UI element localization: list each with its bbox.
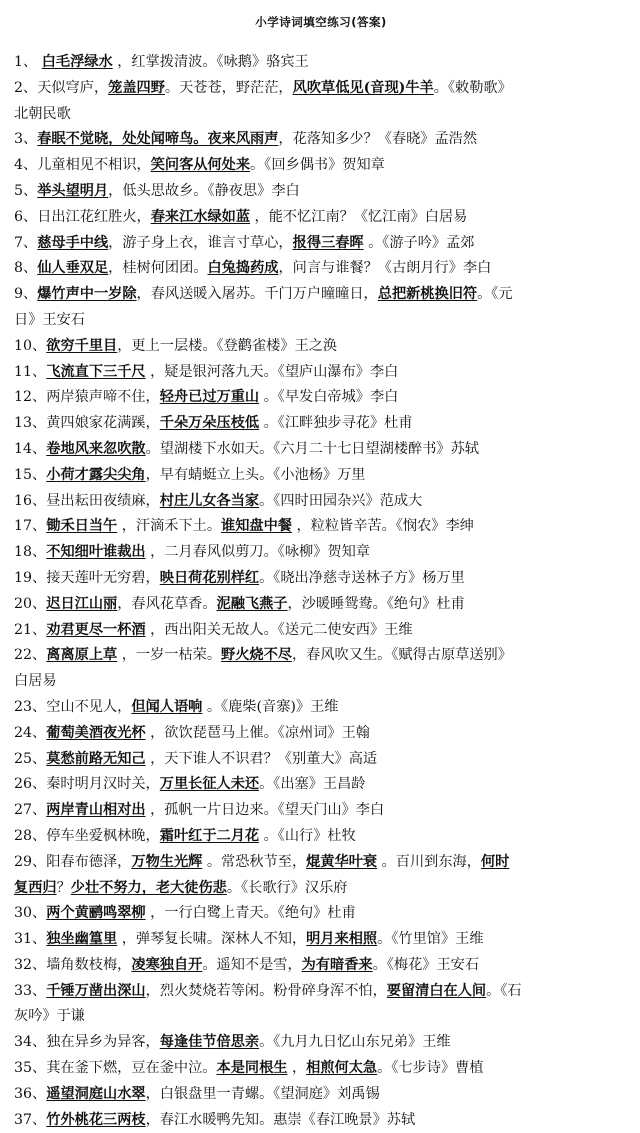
answer-text: 笑问客从何处来 xyxy=(150,157,251,174)
poem-line xyxy=(14,76,628,102)
line-text: ，问言与谁餐？《古朗月行》李白 xyxy=(278,260,492,277)
line-text: ，一行白鹭上青天。《绝句》杜甫 xyxy=(145,905,356,922)
poem-line xyxy=(14,953,628,979)
line-text: ，花落知多少？《春晓》孟浩然 xyxy=(278,131,478,148)
line-text: 27、 xyxy=(14,802,47,819)
poem-line xyxy=(14,1082,628,1108)
answer-text: 欲穷千里目 xyxy=(46,337,118,354)
line-text: ，更上一层楼。《登鹳雀楼》王之涣 xyxy=(117,337,338,354)
poem-line xyxy=(14,669,628,695)
line-text: 3、 xyxy=(14,131,38,148)
line-text: 8、 xyxy=(14,260,38,277)
line-text: 。《江畔独步寻花》杜甫 xyxy=(259,415,413,432)
answer-text: 明月来相照 xyxy=(306,931,378,948)
line-text: ，春风吹又生。《赋得古原草送别》 xyxy=(291,647,512,664)
answer-text: 离离原上草 xyxy=(46,647,118,664)
line-text: 。望湖楼下水如天。《六月二十七日望湖楼醉书》苏轼 xyxy=(145,440,479,457)
answer-text: 村庄儿女各当家 xyxy=(159,492,260,509)
poem-line xyxy=(14,153,628,179)
line-text: ，桂树何团团。 xyxy=(108,260,208,277)
answer-text: 白兔捣药成 xyxy=(207,260,279,277)
answer-text: 飞流直下三千尺 xyxy=(46,363,146,380)
line-text: 。常恐秋节至， xyxy=(202,853,307,870)
answer-text: 锄禾日当午 xyxy=(46,518,118,535)
line-text: 5、 xyxy=(14,182,38,199)
line-text: ，红掌拨清波。《咏鹅》骆宾王 xyxy=(112,54,309,70)
line-text: 日》王安石 xyxy=(14,311,85,328)
line-text: 13、黄四娘家花满蹊， xyxy=(14,415,160,432)
line-text: 16、昼出耘田夜绩麻， xyxy=(14,492,160,509)
line-text: ， xyxy=(287,1060,307,1077)
answer-text: 小荷才露尖尖角 xyxy=(46,466,146,483)
poem-lines xyxy=(14,50,628,1133)
poem-line xyxy=(14,566,628,592)
answer-text: 笼盖四野 xyxy=(108,79,165,96)
line-text: ，一岁一枯荣。 xyxy=(117,647,222,664)
line-text: 。《游子吟》孟郊 xyxy=(363,234,475,251)
line-text: 35、萁在釜下燃，豆在釜中泣。 xyxy=(14,1060,217,1077)
line-text: 12、两岸猿声啼不住， xyxy=(14,389,160,406)
line-text: 。《九月九日忆山东兄弟》王维 xyxy=(259,1034,451,1051)
answer-text: 凌寒独自开 xyxy=(131,956,203,973)
line-text: ，粒粒皆辛苦。《悯农》李绅 xyxy=(291,518,474,535)
line-text: ，二月春风似剪刀。《咏柳》贺知章 xyxy=(145,544,370,561)
line-text: ，春风花草香。 xyxy=(117,595,217,612)
answer-text: 春眠不觉晓，处处闻啼鸟。夜来风雨声 xyxy=(37,131,279,148)
poem-line xyxy=(14,824,628,850)
line-text: 34、独在异乡为异客， xyxy=(14,1034,160,1051)
poem-line xyxy=(14,927,628,953)
line-text: 29、阳春布德泽， xyxy=(14,853,132,870)
line-text: 。《早发白帝城》李白 xyxy=(259,389,399,406)
answer-text: 总把新桃换旧符 xyxy=(377,286,478,303)
line-text: 。《竹里馆》王维 xyxy=(377,931,484,948)
answer-text: 万物生光辉 xyxy=(131,853,203,870)
line-text: 。百川到东海， xyxy=(377,853,481,870)
line-text: 。《鹿柴(音寨)》王维 xyxy=(202,698,339,715)
answer-text: 独坐幽篁里 xyxy=(46,931,118,948)
line-text: ，春风送暖入屠苏。千门万户曈曈日， xyxy=(136,286,378,303)
line-text: 。《长歌行》汉乐府 xyxy=(226,879,348,896)
poem-line xyxy=(14,179,628,205)
answer-text: 春来江水绿如蓝 xyxy=(150,208,251,225)
poem-line xyxy=(14,102,628,128)
answer-text: 仙人垂双足 xyxy=(37,260,109,277)
line-text: 26、秦时明月汉时关， xyxy=(14,776,160,793)
poem-line xyxy=(14,463,628,489)
line-text: ，低头思故乡。《静夜思》李白 xyxy=(108,182,300,199)
line-text: ，弹琴复长啸。深林人不知， xyxy=(117,931,307,948)
line-text: 24、 xyxy=(14,724,47,741)
answer-text: 遥望洞庭山水翠 xyxy=(46,1085,146,1102)
answer-text: 千锤万凿出深山 xyxy=(46,982,146,999)
answer-text: 焜黄华叶衰 xyxy=(306,853,378,870)
line-text: ，白银盘里一青螺。《望洞庭》刘禹锡 xyxy=(145,1085,380,1102)
poem-line xyxy=(14,411,628,437)
answer-text: 霜叶红于二月花 xyxy=(159,827,260,844)
line-text: 。《石 xyxy=(486,982,522,999)
line-text: 。遥知不是雪， xyxy=(202,956,302,973)
line-text: 14、 xyxy=(14,440,47,457)
line-text: 。《四时田园杂兴》范成大 xyxy=(259,492,423,509)
line-text: ？ xyxy=(56,879,71,896)
poem-line xyxy=(14,721,628,747)
line-text: 36、 xyxy=(14,1085,47,1102)
answer-text: 两岸青山相对出 xyxy=(46,802,146,819)
answer-text: 爆竹声中一岁除 xyxy=(37,286,137,303)
line-text: ，天下谁人不识君？《别董大》高适 xyxy=(145,750,378,767)
line-text: 23、空山不见人， xyxy=(14,698,132,715)
poem-line xyxy=(14,514,628,540)
poem-line xyxy=(14,334,628,360)
line-text: 28、停车坐爱枫林晚， xyxy=(14,827,160,844)
poem-line xyxy=(14,850,628,876)
poem-line xyxy=(14,282,628,308)
line-text: 33、 xyxy=(14,982,47,999)
line-text: 9、 xyxy=(14,286,38,303)
answer-text: 卷地风来忽吹散 xyxy=(46,440,146,457)
poem-line xyxy=(14,385,628,411)
poem-line xyxy=(14,592,628,618)
poem-line xyxy=(14,876,628,902)
answer-text: 万里长征人未还 xyxy=(159,776,260,793)
poem-line xyxy=(14,772,628,798)
answer-text: 谁知盘中餐 xyxy=(221,518,292,535)
poem-line xyxy=(14,489,628,515)
answer-text: 相煎何太急 xyxy=(306,1060,378,1077)
line-text: 。《梅花》王安石 xyxy=(372,956,480,973)
answer-text: 报得三春晖 xyxy=(292,234,364,251)
line-text: 1、 xyxy=(14,54,42,70)
line-text: 32、墙角数枝梅， xyxy=(14,956,132,973)
answer-text: 白毛浮绿水 xyxy=(41,54,113,70)
line-text: ，疑是银河落九天。《望庐山瀑布》李白 xyxy=(145,363,399,380)
line-text: 22、 xyxy=(14,647,47,664)
line-text: ，欲饮琵琶马上催。《凉州词》王翰 xyxy=(145,724,370,741)
line-text: 2、天似穹庐， xyxy=(14,79,109,96)
poem-line xyxy=(14,1030,628,1056)
answer-text: 莫愁前路无知己 xyxy=(46,750,146,767)
poem-line xyxy=(14,127,628,153)
answer-text: 何时 xyxy=(480,853,510,870)
poem-line xyxy=(14,205,628,231)
line-text: 。《回乡偶书》贺知章 xyxy=(250,157,385,174)
poem-line xyxy=(14,901,628,927)
line-text: ，能不忆江南？《忆江南》白居易 xyxy=(250,208,468,225)
line-text: 。《山行》杜牧 xyxy=(259,827,356,844)
answer-text: 每逢佳节倍思亲 xyxy=(159,1034,260,1051)
line-text: ，汗滴禾下土。 xyxy=(117,518,222,535)
page-title: 小学诗词填空练习(答案) xyxy=(255,15,387,29)
poem-line xyxy=(14,643,628,669)
line-text: 。《晓出净慈寺送林子方》杨万里 xyxy=(259,569,465,586)
poem-line xyxy=(14,50,628,76)
line-text: 。《元 xyxy=(477,286,513,303)
answer-text: 轻舟已过万重山 xyxy=(159,389,260,406)
line-text: 19、接天莲叶无穷碧， xyxy=(14,569,160,586)
poem-line xyxy=(14,437,628,463)
poem-line xyxy=(14,618,628,644)
poem-line xyxy=(14,1056,628,1082)
poem-line xyxy=(14,308,628,334)
poem-line xyxy=(14,360,628,386)
answer-text: 劝君更尽一杯酒 xyxy=(46,621,146,638)
line-text: 20、 xyxy=(14,595,47,612)
poem-line xyxy=(14,695,628,721)
line-text: ，西出阳关无故人。《送元二使安西》王维 xyxy=(145,621,413,638)
poem-line xyxy=(14,231,628,257)
line-text: ，孤帆一片日边来。《望天门山》李白 xyxy=(145,802,385,819)
poem-line xyxy=(14,747,628,773)
answer-text: 为有暗香来 xyxy=(301,956,373,973)
answer-text: 泥融飞燕子 xyxy=(216,595,288,612)
line-text: 18、 xyxy=(14,544,47,561)
line-text: 4、儿童相见不相识， xyxy=(14,157,151,174)
poem-line xyxy=(14,1004,628,1030)
poem-line xyxy=(14,256,628,282)
answer-text: 少壮不努力，老大徒伤悲 xyxy=(70,879,227,896)
line-text: ，游子身上衣，谁言寸草心， xyxy=(108,234,293,251)
poem-line xyxy=(14,1108,628,1133)
poem-line xyxy=(14,540,628,566)
line-text: 31、 xyxy=(14,931,47,948)
line-text: 北朝民歌 xyxy=(14,105,71,122)
line-text: 21、 xyxy=(14,621,47,638)
poem-line xyxy=(14,798,628,824)
line-text: 25、 xyxy=(14,750,47,767)
line-text: 37、 xyxy=(14,1111,47,1128)
line-text: 30、 xyxy=(14,905,47,922)
answer-text: 野火烧不尽 xyxy=(221,647,292,664)
line-text: 。天苍苍，野茫茫， xyxy=(164,79,293,96)
line-text: 灰吟》于谦 xyxy=(14,1008,85,1025)
answer-text: 竹外桃花三两枝 xyxy=(46,1111,146,1128)
line-text: 11、 xyxy=(14,363,47,380)
line-text: ，沙暖睡鸳鸯。《绝句》杜甫 xyxy=(287,595,465,612)
answer-text: 两个黄鹂鸣翠柳 xyxy=(46,905,146,922)
line-text: 。《出塞》王昌龄 xyxy=(259,776,366,793)
line-text: 。《七步诗》曹植 xyxy=(377,1060,484,1077)
answer-text: 不知细叶谁裁出 xyxy=(46,544,146,561)
answer-text: 慈母手中线 xyxy=(37,234,109,251)
line-text: ，烈火焚烧若等闲。粉骨碎身浑不怕， xyxy=(145,982,387,999)
answer-text: 举头望明月 xyxy=(37,182,109,199)
line-text: 10、 xyxy=(14,337,47,354)
line-text: 15、 xyxy=(14,466,47,483)
answer-text: 映日荷花别样红 xyxy=(159,569,260,586)
answer-text: 千朵万朵压枝低 xyxy=(159,415,260,432)
line-text: 7、 xyxy=(14,234,38,251)
answer-text: 葡萄美酒夜光杯 xyxy=(46,724,146,741)
line-text: 白居易 xyxy=(14,673,57,690)
line-text: 17、 xyxy=(14,518,47,535)
line-text: 6、日出江花红胜火， xyxy=(14,208,151,225)
line-text: ，春江水暖鸭先知。惠崇《春江晚景》苏轼 xyxy=(145,1111,416,1128)
answer-text: 但闻人语响 xyxy=(131,698,203,715)
line-text: ，早有蜻蜓立上头。《小池杨》万里 xyxy=(145,466,366,483)
answer-text: 本是同根生 xyxy=(216,1060,288,1077)
line-text: 。《敕勒歌》 xyxy=(433,79,512,96)
answer-text: 要留清白在人间 xyxy=(386,982,487,999)
answer-text: 风吹草低见(音现)牛羊 xyxy=(292,79,434,96)
answer-text: 迟日江山丽 xyxy=(46,595,118,612)
answer-text: 复西归 xyxy=(14,879,57,896)
poem-line xyxy=(14,979,628,1005)
